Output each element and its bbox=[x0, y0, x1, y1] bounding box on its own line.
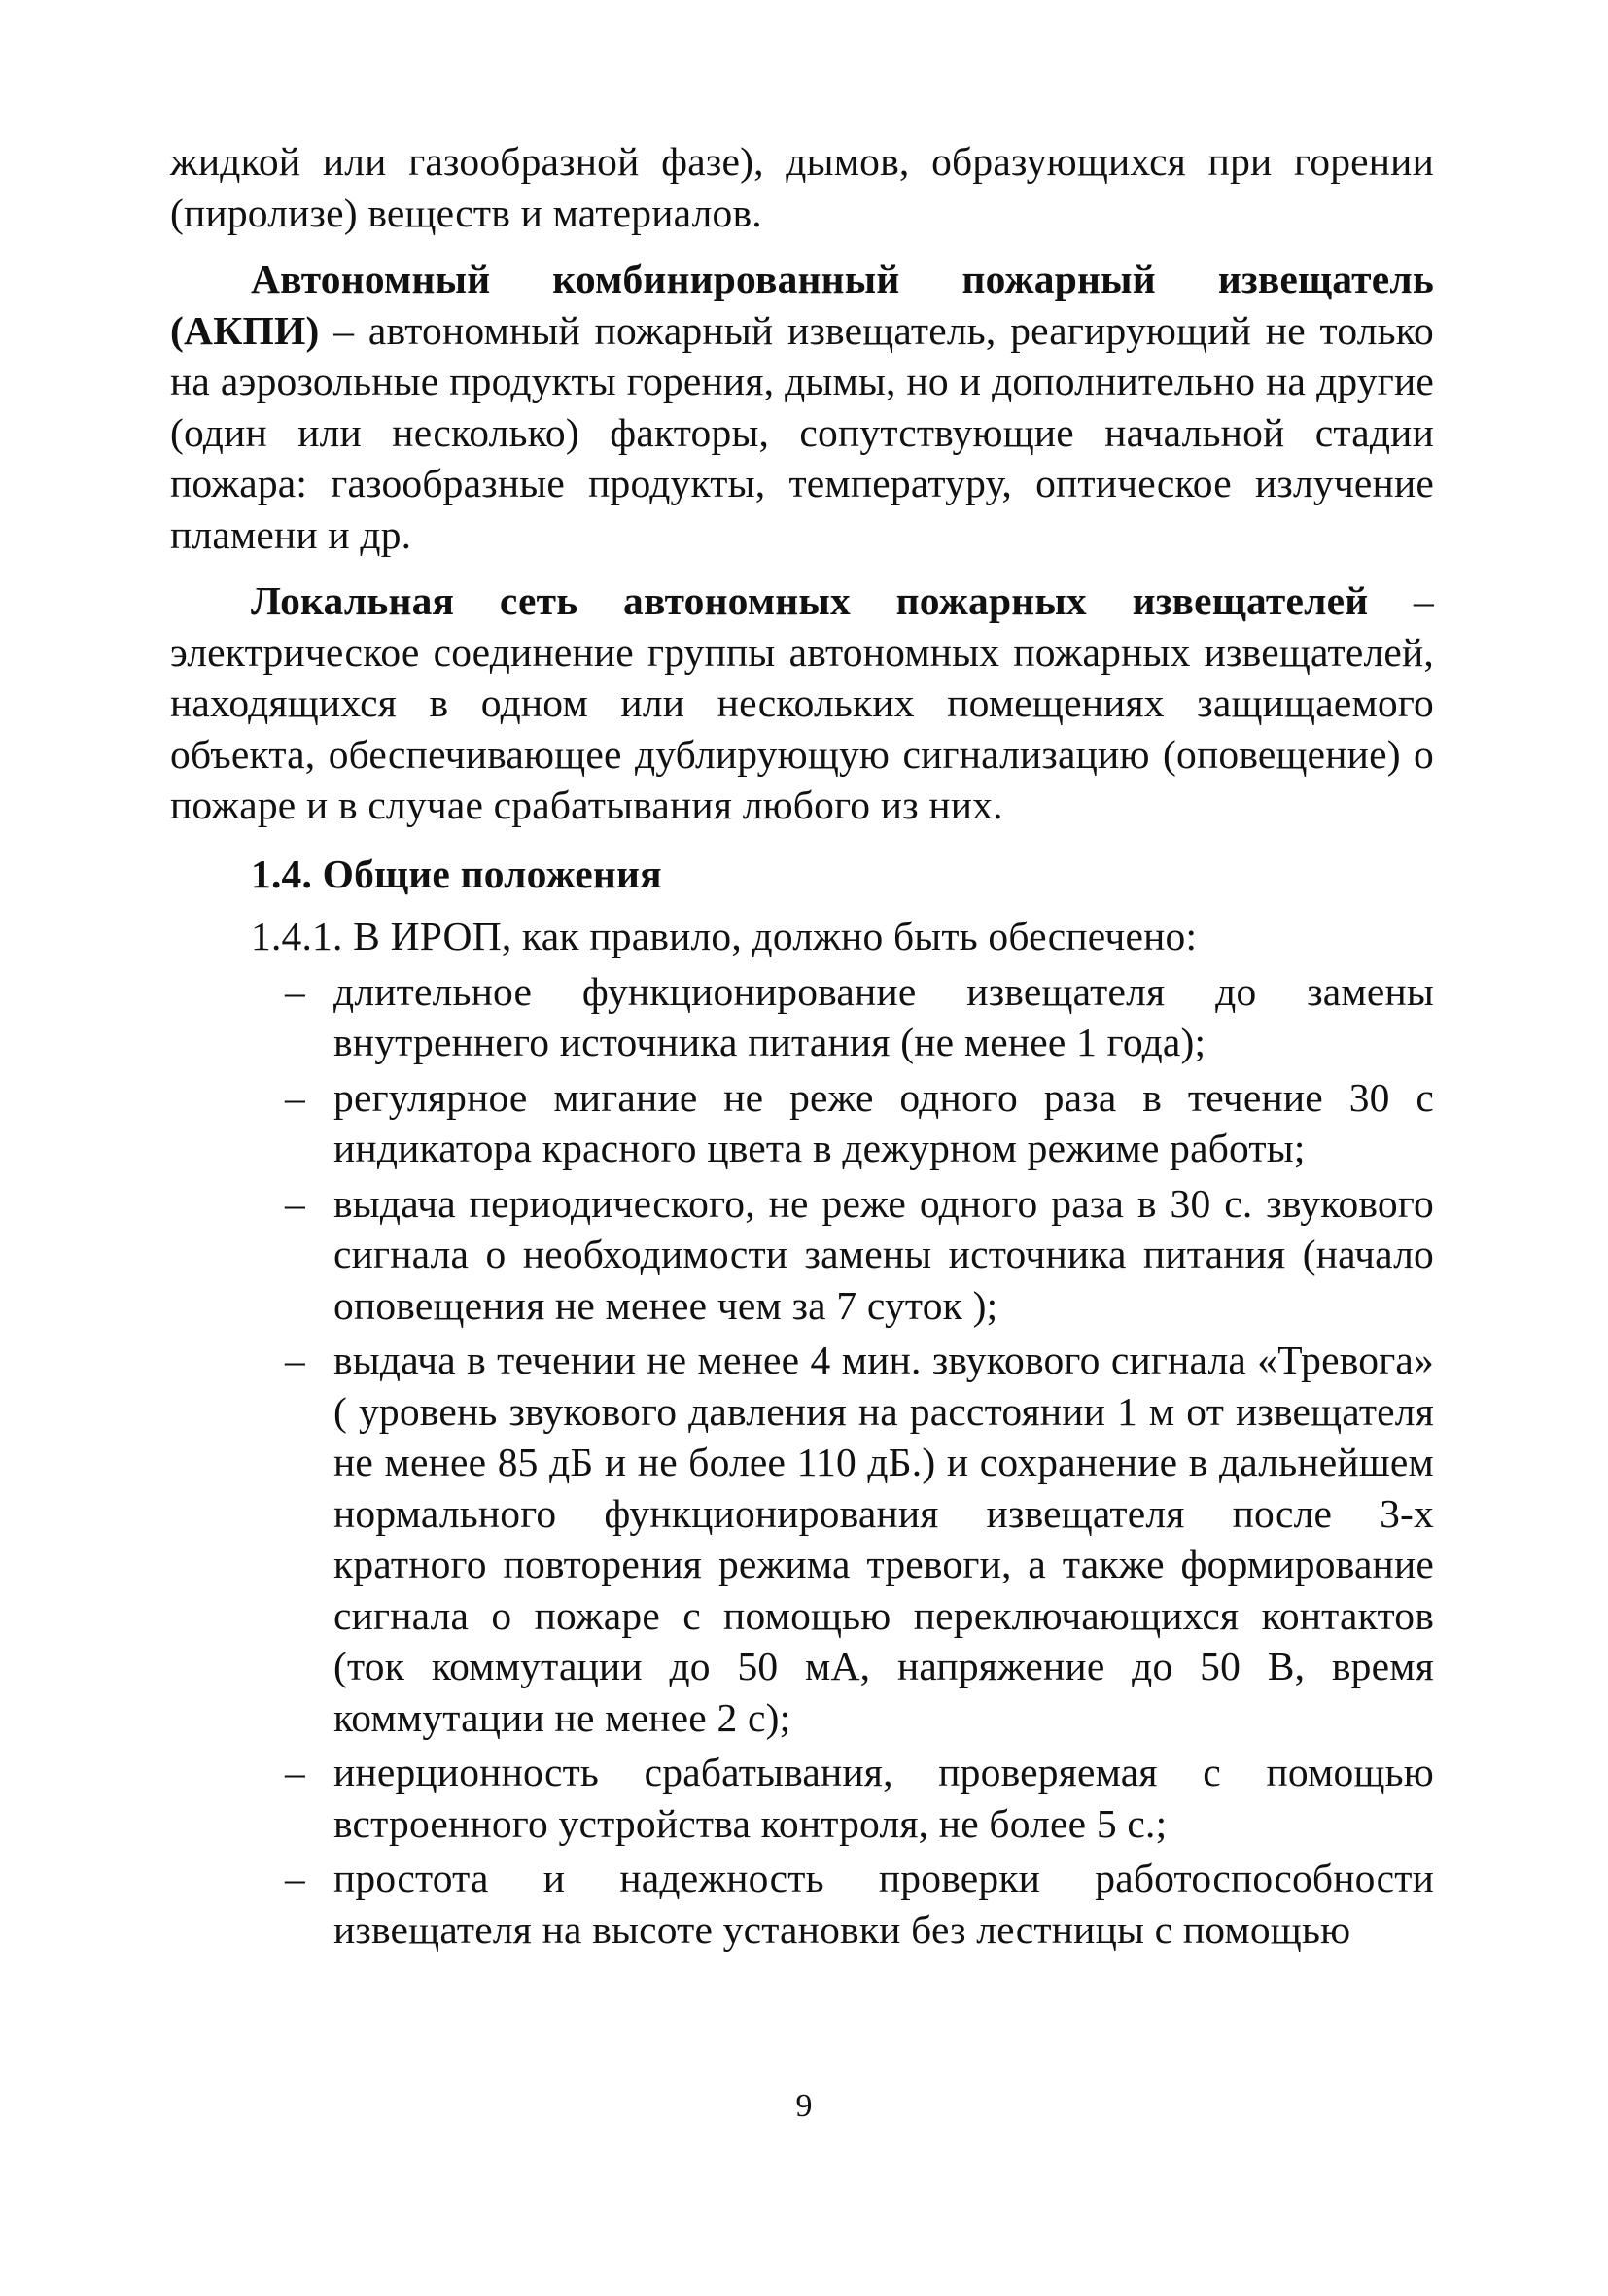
list-item bbox=[170, 966, 1434, 1068]
list-item-text: регулярное мигание не реже одного раза в течение 30 с индикатора красного цвета в дежурном режиме работы; bbox=[333, 1074, 1434, 1170]
definition-text: – автономный пожарный извещатель, реагирующий не только на аэрозольные продукты горения, дымы, но и дополнительно на другие (один или несколько) факторы, сопутствующие начальной стадии пожара: газообразные продукты, температуру, оптическое излучение пламени и др. bbox=[170, 307, 1434, 557]
list-item-text: простота и надежность проверки работоспособности извещателя на высоте установки без лестницы с помощью bbox=[333, 1856, 1434, 1952]
list-item bbox=[170, 1853, 1434, 1955]
list-item bbox=[170, 1335, 1434, 1743]
definition-term: Локальная сеть автономных пожарных извещателей bbox=[251, 578, 1369, 623]
definition-term: Автономный комбинированный пожарный извещатель (АКПИ) bbox=[170, 257, 1434, 353]
list-item-text: выдача в течении не менее 4 мин. звукового сигнала «Тревога» ( уровень звукового давления на расстоянии 1 м от извещателя не менее 85 дБ и не более 110 дБ.) и сохранение в дальнейшем нормального функционирования извещателя после 3-х кратного повторения режима тревоги, а также формирование сигнала о пожаре с помощью переключающихся контактов (ток коммутации до 50 мА, напряжение до 50 В, время коммутации не менее 2 с); bbox=[333, 1338, 1434, 1740]
section-heading: 1.4. Общие положения bbox=[251, 851, 662, 896]
dash-bullet: – bbox=[285, 1074, 305, 1120]
dash-bullet: – bbox=[285, 1338, 305, 1382]
definition-text: – электрическое соединение группы автономных пожарных извещателей, находящихся в одном или нескольких помещениях защищаемого объекта, обеспечивающее дублирующую сигнализацию (оповещение) о пожаре и в случае срабатывания любого из них. bbox=[170, 578, 1434, 827]
definition-akpi bbox=[170, 254, 1434, 560]
dash-bullet: – bbox=[285, 1856, 305, 1900]
list-item bbox=[170, 1747, 1434, 1849]
list-item-text: инерционность срабатывания, проверяемая с помощью встроенного устройства контроля, не более 5 с.; bbox=[333, 1750, 1434, 1846]
page-number: 9 bbox=[795, 2088, 813, 2124]
intro-paragraph: жидкой или газообразной фазе), дымов, образующихся при горении (пиролизе) веществ и материалов. bbox=[170, 139, 1434, 235]
dash-bullet: – bbox=[285, 1180, 305, 1226]
list-item-text: длительное функционирование извещателя до замены внутреннего источника питания (не менее 1 года); bbox=[333, 968, 1434, 1064]
list-item bbox=[170, 1072, 1434, 1174]
list-item-text: выдача периодического, не реже одного раза в 30 с. звукового сигнала о необходимости замены источника питания (начало оповещения не менее чем за 7 суток ); bbox=[333, 1180, 1434, 1328]
page-body bbox=[170, 136, 1434, 1955]
list-item bbox=[170, 1178, 1434, 1332]
definition-local-network bbox=[170, 575, 1434, 831]
dash-bullet: – bbox=[285, 968, 305, 1014]
requirements-list bbox=[170, 966, 1434, 1956]
clause-1-4-1: 1.4.1. В ИРОП, как правило, должно быть обеспечено: bbox=[251, 914, 1198, 958]
dash-bullet: – bbox=[285, 1750, 305, 1794]
